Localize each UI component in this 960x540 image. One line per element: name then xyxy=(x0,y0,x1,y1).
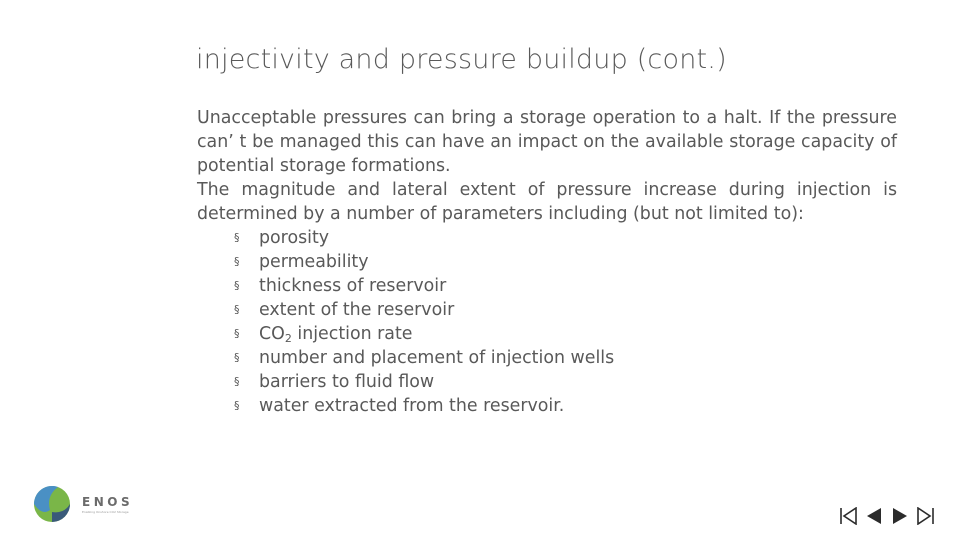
list-item: § $CO_2$ injection rate xyxy=(234,324,413,345)
previous-slide-icon xyxy=(865,507,883,525)
list-item: § extent of the reservoir xyxy=(234,300,455,320)
bullet-icon: § xyxy=(234,399,240,412)
next-slide-icon xyxy=(891,507,909,525)
last-slide-button[interactable] xyxy=(916,505,936,527)
last-slide-icon xyxy=(917,507,935,525)
bullet-icon: § xyxy=(234,327,240,340)
co2-subscript: 2 xyxy=(284,332,292,345)
parameter-list xyxy=(197,226,897,418)
bullet-icon: § xyxy=(234,303,240,316)
list-item: § water extracted from the reservoir. xyxy=(234,396,565,416)
logo-tagline: Enabling Onshore CO2 Storage xyxy=(82,510,129,514)
slide-title: injectivity and pressure buildup (cont.) xyxy=(196,44,727,75)
logo-wordmark: ENOS xyxy=(82,495,134,509)
bullet-icon: § xyxy=(234,279,240,292)
bullet-icon: § xyxy=(234,255,240,268)
next-slide-button[interactable] xyxy=(890,505,910,527)
previous-slide-button[interactable] xyxy=(864,505,884,527)
paragraph-2: The magnitude and lateral extent of pressure increase during injection is determined by a number of parameters including (but not limited to): xyxy=(197,180,897,224)
first-slide-icon xyxy=(839,507,857,525)
bullet-icon: § xyxy=(234,231,240,244)
list-item: § number and placement of injection wells xyxy=(234,348,615,368)
list-item: § permeability xyxy=(234,252,369,272)
first-slide-button[interactable] xyxy=(838,505,858,527)
co2-label: CO xyxy=(259,324,285,344)
list-item: § thickness of reservoir xyxy=(234,276,447,296)
slide-body xyxy=(197,106,897,418)
paragraph-1: Unacceptable pressures can bring a storage operation to a halt. If the pressure can’ t be managed this can have an impact on the available storage capacity of potential storage formations. xyxy=(197,108,897,176)
bullet-icon: § xyxy=(234,375,240,388)
list-item: § porosity xyxy=(234,228,330,248)
slide-navigation xyxy=(838,505,938,527)
bullet-icon: § xyxy=(234,351,240,364)
list-item: § barriers to fluid flow xyxy=(234,372,435,392)
